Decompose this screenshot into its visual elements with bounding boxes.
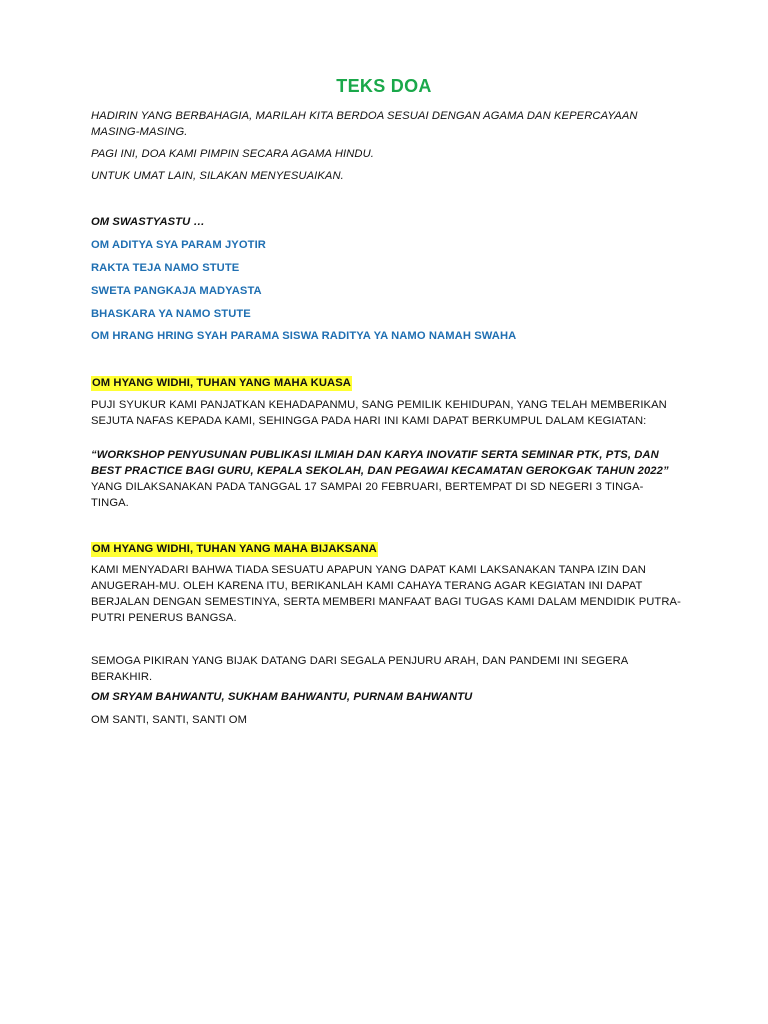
closing-blessing: OM SRYAM BAHWANTU, SUKHAM BAHWANTU, PURNAM BAHWANTU (91, 691, 473, 703)
closing-final: OM SANTI, SANTI, SANTI OM (91, 714, 248, 726)
intro-line-2: PAGI INI, DOA KAMI PIMPIN SECARA AGAMA HINDU. (91, 148, 374, 160)
section1-paragraph: PUJI SYUKUR KAMI PANJATKAN KEHADAPANMU, SANG PEMILIK KEHIDUPAN, YANG TELAH MEMBERIKAN SEJUTA NAFAS KEPADA KAMI, SEHINGGA PADA HARI INI KAMI DAPAT BERKUMPUL DALAM KEGIATAN: (91, 399, 667, 427)
section2-heading: OM HYANG WIDHI, TUHAN YANG MAHA BIJAKSANA (92, 543, 377, 555)
section2-heading-row (91, 541, 681, 557)
mantra-line-5: OM HRANG HRING SYAH PARAMA SISWA RADITYA YA NAMO NAMAH SWAHA (91, 330, 517, 342)
intro-line-3: UNTUK UMAT LAIN, SILAKAN MENYESUAIKAN. (91, 170, 344, 182)
section2-paragraph: KAMI MENYADARI BAHWA TIADA SESUATU APAPUN YANG DAPAT KAMI LAKSANAKAN TANPA IZIN DAN ANUGERAH-MU. OLEH KARENA ITU, BERIKANLAH KAMI CAHAYA TERANG AGAR KEGIATAN INI DAPAT BERJALAN DENGAN SEMESTINYA, SERTA MEMBERI MANFAAT BAGI TUGAS KAMI DALAM MENDIDIK PUTRA-PUTRI PENERUS BANGSA. (91, 564, 681, 624)
mantra-line-4: BHASKARA YA NAMO STUTE (91, 308, 251, 320)
section1-event: “WORKSHOP PENYUSUNAN PUBLIKASI ILMIAH DAN KARYA INOVATIF SERTA SEMINAR PTK, PTS, DAN BEST PRACTICE BAGI GURU, KEPALA SEKOLAH, DAN PEGAWAI KECAMATAN GEROKGAK TAHUN 2022” (91, 449, 669, 477)
greeting: OM SWASTYASTU … (91, 216, 205, 228)
mantra-line-3: SWETA PANGKAJA MADYASTA (91, 285, 262, 297)
intro-line-1: HADIRIN YANG BERBAHAGIA, MARILAH KITA BERDOA SESUAI DENGAN AGAMA DAN KEPERCAYAAN MASING-MASING. (91, 110, 638, 138)
section1-heading-row (91, 375, 681, 391)
section1-details: YANG DILAKSANAKAN PADA TANGGAL 17 SAMPAI 20 FEBRUARI, BERTEMPAT DI SD NEGERI 3 TINGA-TINGA. (91, 481, 644, 509)
closing-hope: SEMOGA PIKIRAN YANG BIJAK DATANG DARI SEGALA PENJURU ARAH, DAN PANDEMI INI SEGERA BERAKHIR. (91, 655, 628, 683)
mantra-line-1: OM ADITYA SYA PARAM JYOTIR (91, 239, 266, 251)
mantra-line-2: RAKTA TEJA NAMO STUTE (91, 262, 240, 274)
section1-heading: OM HYANG WIDHI, TUHAN YANG MAHA KUASA (92, 377, 351, 389)
document-title: TEKS DOA (336, 76, 432, 96)
